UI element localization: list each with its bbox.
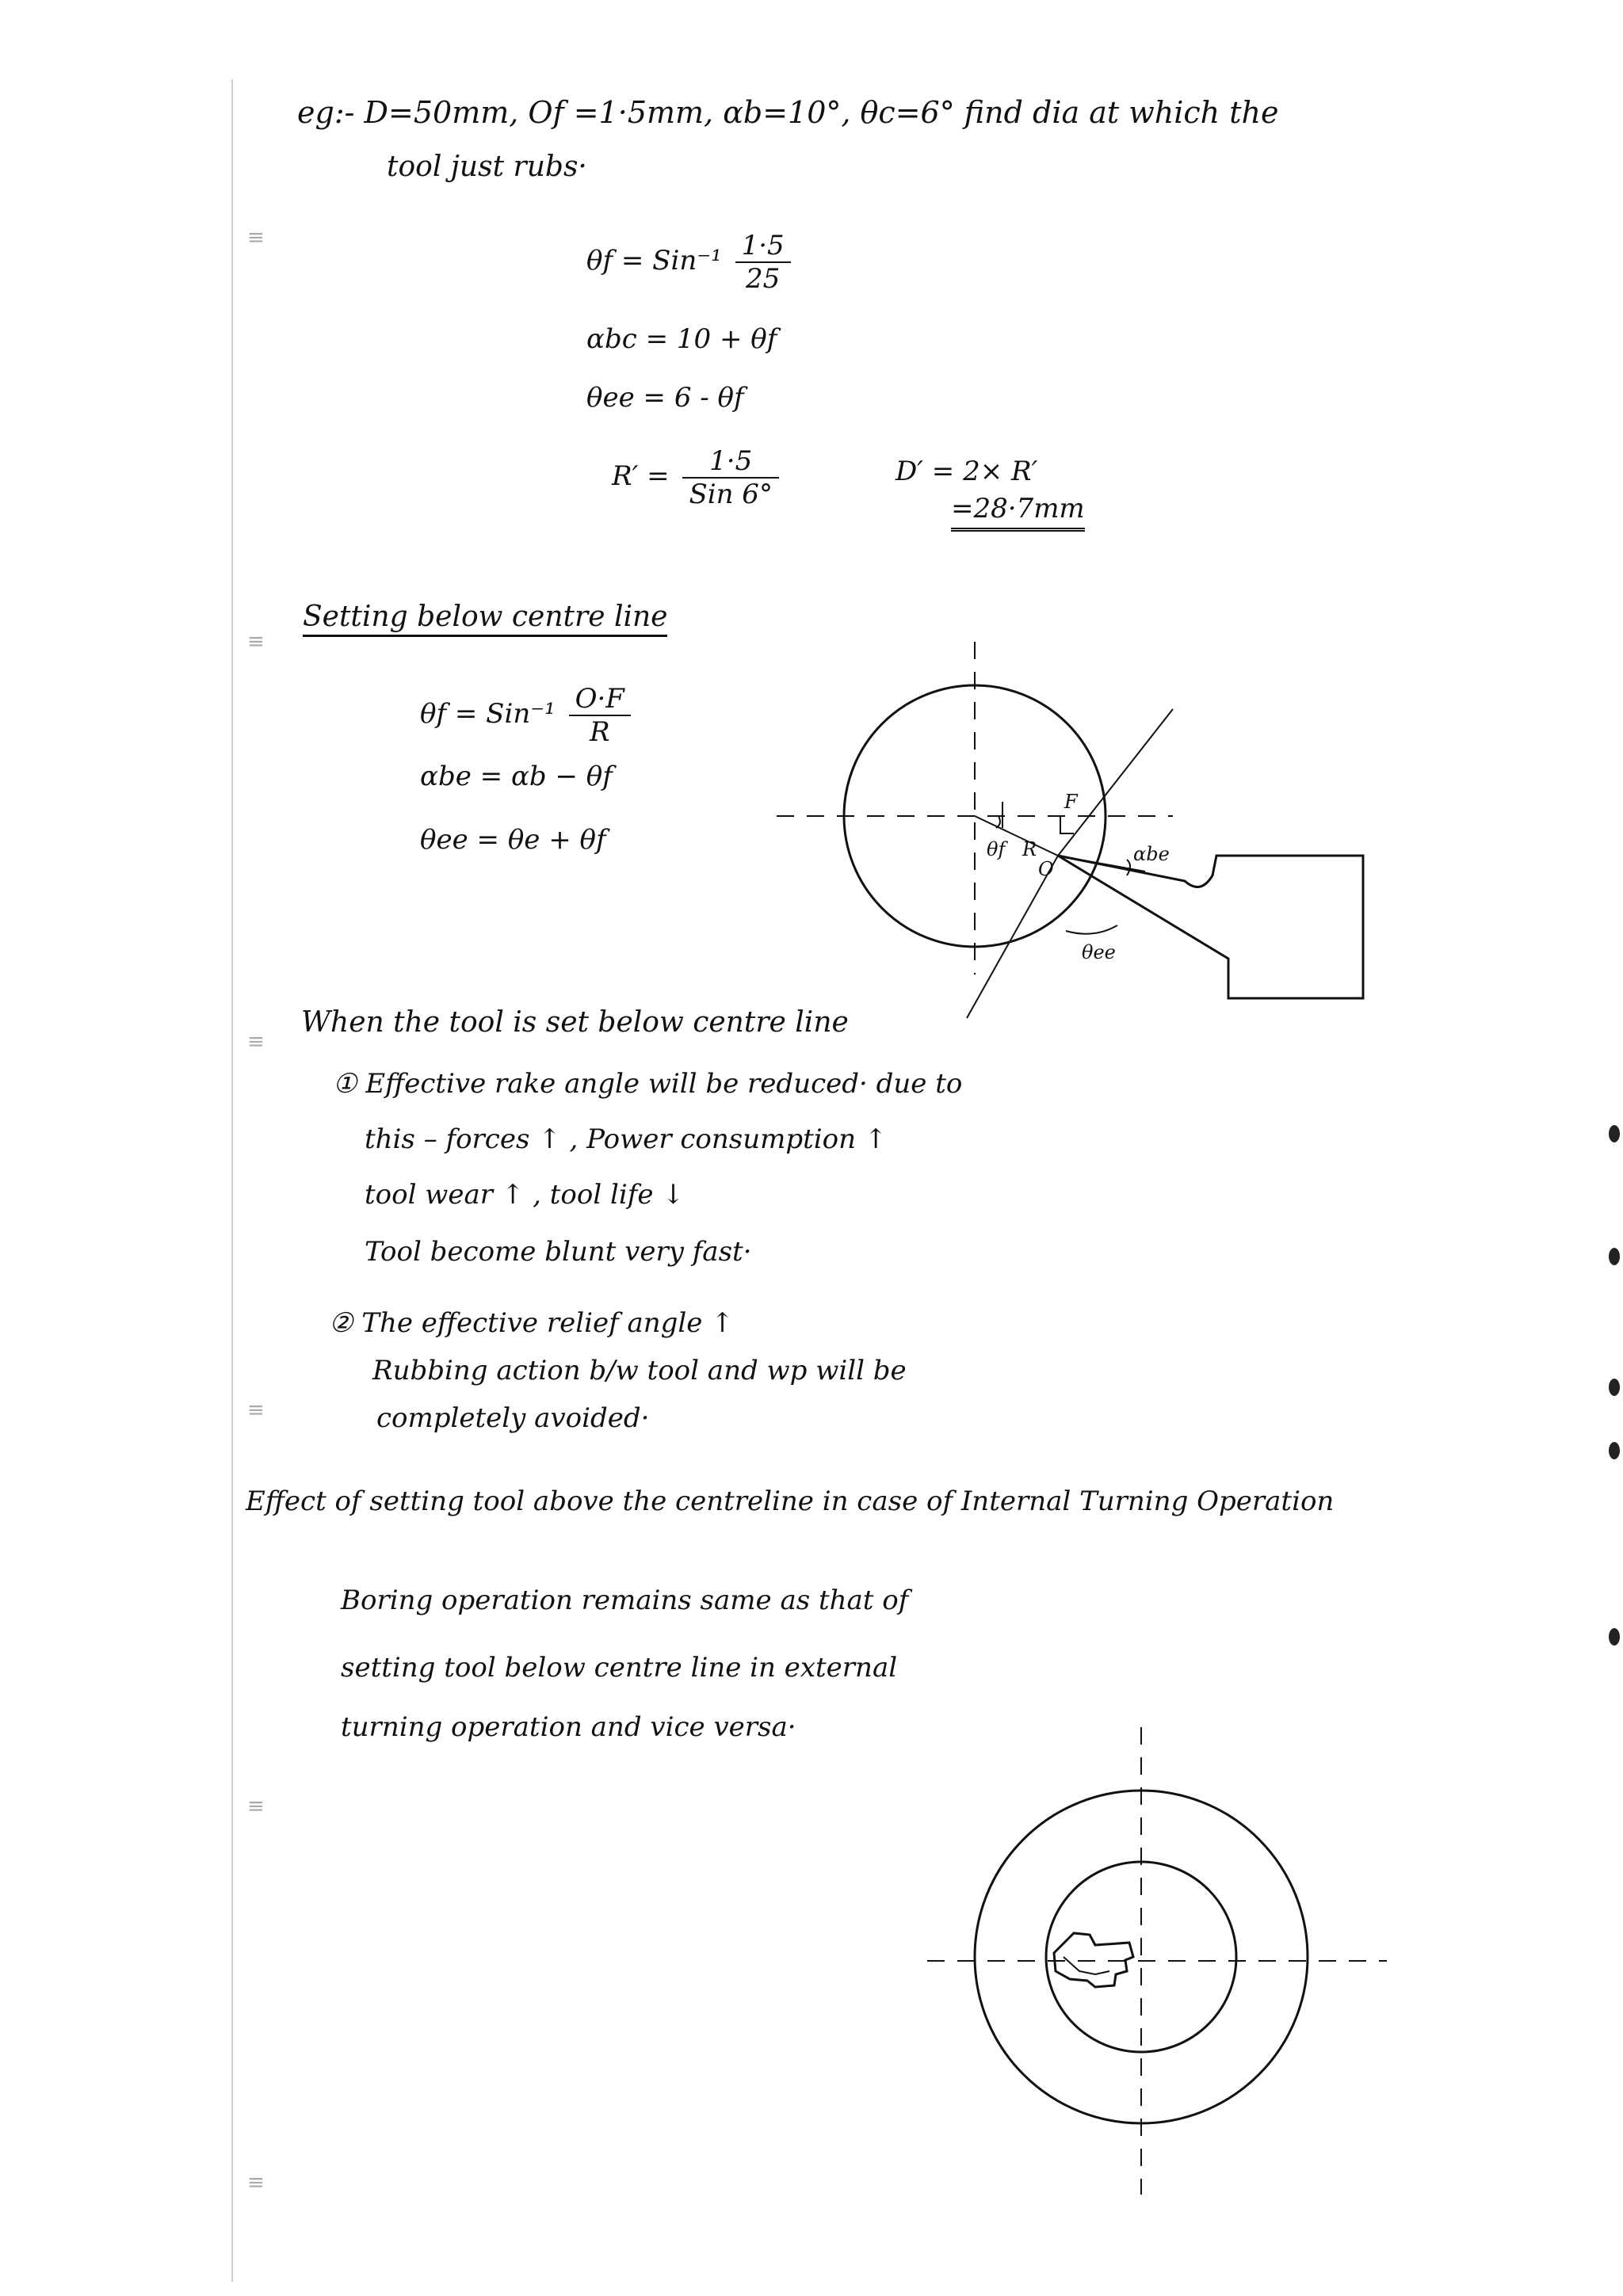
internal-para-line1: Boring operation remains same as that of — [341, 1585, 909, 1616]
eq-R-lhs: R′ = — [612, 460, 670, 492]
eq-setting-theta-f — [420, 683, 636, 748]
heading-internal-turning: Effect of setting tool above the centreline in case of Internal Turning Operation — [246, 1486, 1335, 1517]
punch-mark: ≡ — [247, 2171, 265, 2195]
punch-mark: ≡ — [247, 1398, 265, 1422]
effects-item2-line3: completely avoided· — [376, 1402, 650, 1434]
punch-mark: ≡ — [247, 1794, 265, 1818]
eq-theta-f-num: 1·5 — [735, 230, 791, 263]
internal-para-line2: setting tool below centre line in external — [341, 1652, 898, 1684]
boring-tool-inner — [1064, 1957, 1109, 1974]
binder-hole — [1609, 1628, 1620, 1646]
eq-setting-theta-f-den: R — [589, 716, 610, 748]
punch-mark: ≡ — [247, 226, 265, 250]
eq-setting-theta-f-num: O·F — [569, 683, 631, 716]
label-theta-ee: θee — [1082, 941, 1116, 963]
eq-alpha-bc: αbc = 10 + θf — [586, 323, 777, 355]
effects-item2-line1: ② The effective relief angle ↑ — [329, 1307, 734, 1339]
effects-intro: When the tool is set below centre line — [301, 1006, 849, 1039]
effects-item1-line1: ① Effective rake angle will be reduced· due to — [333, 1068, 963, 1100]
binder-hole — [1609, 1248, 1620, 1265]
eq-theta-ee: θee = 6 - θf — [586, 382, 744, 414]
eq-D-line-1: D′ = 2× R′ — [896, 456, 1038, 487]
example-line-2: tool just rubs· — [387, 151, 587, 183]
eq-theta-f-fraction — [735, 230, 791, 295]
diagram-boring-operation — [911, 1719, 1403, 2210]
eq-D-line-2 — [951, 493, 1085, 524]
eq-R-den: Sin 6° — [689, 479, 773, 510]
label-F: F — [1064, 791, 1078, 813]
label-alpha-be: αbe — [1133, 843, 1170, 865]
f-marker — [1060, 816, 1074, 833]
effects-item1-line4: Tool become blunt very fast· — [365, 1236, 752, 1268]
eq-setting-alpha-be: αbe = αb − θf — [420, 761, 613, 792]
label-O: O — [1038, 858, 1054, 880]
heading-setting-below-text: Setting below centre line — [303, 601, 667, 637]
eq-setting-theta-f-fraction — [569, 683, 631, 748]
eq-theta-f-den: 25 — [746, 263, 781, 295]
diagram-tool-below-centre — [761, 626, 1379, 1038]
effects-item1-line3: tool wear ↑ , tool life ↓ — [365, 1179, 685, 1211]
label-theta-f: θf — [987, 838, 1006, 860]
eq-R-num: 1·5 — [682, 445, 779, 479]
eq-theta-f-lhs: θf = Sin⁻¹ — [586, 245, 722, 277]
effects-item2-line2: Rubbing action b/w tool and wp will be — [372, 1355, 907, 1386]
example-line-1: eg:- D=50mm, Of =1·5mm, αb=10°, θc=6° find dia at which the — [297, 95, 1279, 130]
binder-hole — [1609, 1379, 1620, 1396]
binder-hole — [1609, 1125, 1620, 1142]
eq-R — [612, 445, 784, 510]
label-R: R — [1022, 838, 1037, 860]
eq-setting-theta-ee: θee = θe + θf — [420, 824, 606, 856]
punch-mark: ≡ — [247, 1030, 265, 1054]
eq-setting-theta-f-lhs: θf = Sin⁻¹ — [420, 698, 556, 730]
eq-theta-f — [586, 230, 796, 295]
margin-line — [231, 79, 233, 2282]
eq-R-fraction — [682, 445, 779, 510]
theta-ee-arc — [1066, 925, 1117, 934]
heading-setting-below — [303, 601, 667, 633]
internal-para-line3: turning operation and vice versa· — [341, 1711, 796, 1743]
eq-D-answer: =28·7mm — [951, 493, 1085, 532]
effects-item1-line2: this – forces ↑ , Power consumption ↑ — [365, 1123, 888, 1155]
binder-hole — [1609, 1442, 1620, 1459]
tool-outline — [1058, 856, 1363, 998]
punch-mark: ≡ — [247, 630, 265, 654]
